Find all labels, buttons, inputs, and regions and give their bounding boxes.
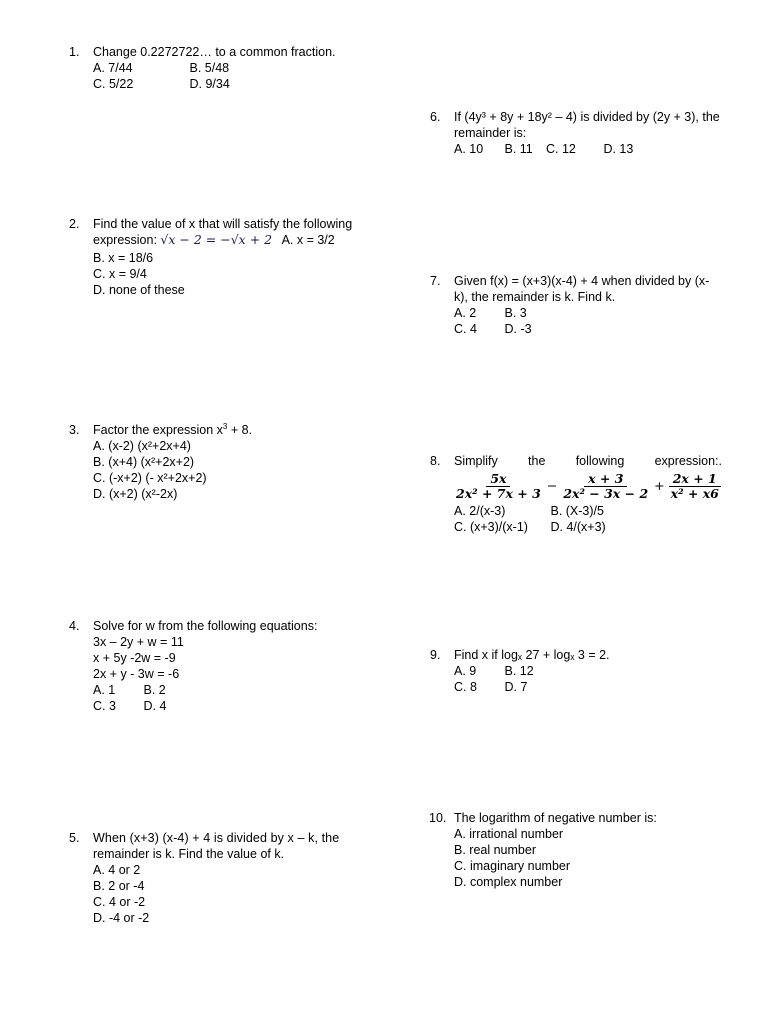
option-a: A. 1 (93, 683, 116, 697)
expression-label: expression: (93, 233, 157, 247)
option-b: B. 2 (143, 683, 166, 697)
question-text: Simplify the following expression:. (454, 454, 722, 468)
question-text-line-2: k), the remainder is k. Find k. (454, 290, 616, 304)
option-d: D. 4 (143, 699, 167, 713)
option-c: C. imaginary number (454, 859, 571, 873)
equation: √x − 2 = −√x + 2 (160, 232, 273, 247)
option-a: A. irrational number (454, 827, 564, 841)
question-text: Solve for w from the following equations: (93, 619, 318, 633)
option-a: A. 7/44 (93, 61, 133, 75)
option-a: A. 4 or 2 (93, 863, 141, 877)
option-d: D. 4/(x+3) (550, 520, 606, 534)
option-a: A. 2/(x-3) (454, 504, 506, 518)
option-d: D. 9/34 (189, 77, 230, 91)
question-text: Find x if logₓ 27 + logₓ 3 = 2. (454, 648, 610, 662)
option-d: D. 13 (603, 142, 634, 156)
question-number: 7. (430, 274, 441, 288)
option-b: B. 11 (504, 142, 533, 156)
option-b: B. 2 or -4 (93, 879, 145, 893)
option-c: C. (-x+2) (- x²+2x+2) (93, 471, 207, 485)
option-d: D. -4 or -2 (93, 911, 150, 925)
option-b: B. (x+4) (x²+2x+2) (93, 455, 195, 469)
option-d: D. -3 (504, 322, 532, 336)
option-d: D. (x+2) (x²-2x) (93, 487, 178, 501)
question-number: 3. (69, 423, 80, 437)
option-a: A. 2 (454, 306, 477, 320)
question-number: 9. (430, 648, 441, 662)
equation-3: 2x + y - 3w = -6 (93, 667, 180, 681)
option-b: B. 3 (504, 306, 527, 320)
option-c: C. x = 9/4 (93, 267, 147, 281)
option-c: C. 12 (545, 142, 576, 156)
fraction-2: $\frac{x + 3}{\text{2x² − 3x − 2}}$ (563, 470, 649, 501)
question-number: 6. (430, 110, 441, 124)
question-text: Factor the expression $x^3 + 8$. (93, 422, 253, 437)
question-text-line-2: remainder is: (454, 126, 527, 140)
question-number: 4. (69, 619, 80, 633)
option-b: B. real number (454, 843, 536, 857)
question-text: Change 0.2272722… to a common fraction. (93, 45, 336, 59)
option-d: D. 7 (504, 680, 528, 694)
operator: + (654, 478, 665, 493)
question-text: The logarithm of negative number is: (454, 811, 657, 825)
option-d: D. complex number (454, 875, 563, 889)
option-a: A. 9 (454, 664, 477, 678)
option-b: B. (X-3)/5 (550, 504, 604, 518)
fraction-1: $\frac{5x}{\text{2x² + 7x + 3}}$ (456, 470, 541, 501)
option-c: C. (x+3)/(x-1) (454, 520, 528, 534)
option-a: A. 10 (454, 142, 484, 156)
option-c: C. 5/22 (93, 77, 134, 91)
question-number: 10. (429, 811, 447, 825)
fraction-3: $\frac{2x + 1}{\text{x² + x6}}$ (670, 470, 719, 501)
expression (450, 469, 722, 503)
question-text: Find the value of x that will satisfy the following (93, 217, 353, 231)
question-number: 1. (69, 45, 80, 59)
option-b: B. 12 (504, 664, 534, 678)
option-b: B. x = 18/6 (93, 251, 154, 265)
option-c: C. 4 (454, 322, 477, 336)
question-text-line-1: When (x+3) (x-4) + 4 is divided by x – k, the (93, 831, 340, 845)
option-a: A. (x-2) (x²+2x+4) (93, 439, 191, 453)
question-text-line-1: If (4y³ + 8y + 18y² – 4) is divided by (2y + 3), the (454, 110, 720, 124)
question-text-line-2: remainder is k. Find the value of k. (93, 847, 285, 861)
equation-1: 3x – 2y + w = 11 (93, 635, 184, 649)
question-number: 5. (69, 831, 80, 845)
question-number: 8. (430, 454, 441, 468)
equation-2: x + 5y -2w = -9 (93, 651, 176, 665)
operator: − (546, 478, 558, 493)
option-d: D. none of these (93, 283, 185, 297)
option-c: C. 3 (93, 699, 116, 713)
question-number: 2. (69, 217, 80, 231)
option-a: A. x = 3/2 (281, 233, 335, 247)
option-c: C. 4 or -2 (93, 895, 146, 909)
option-c: C. 8 (454, 680, 477, 694)
question-text-line-1: Given f(x) = (x+3)(x-4) + 4 when divided by (x- (454, 274, 710, 288)
option-b: B. 5/48 (189, 61, 230, 75)
